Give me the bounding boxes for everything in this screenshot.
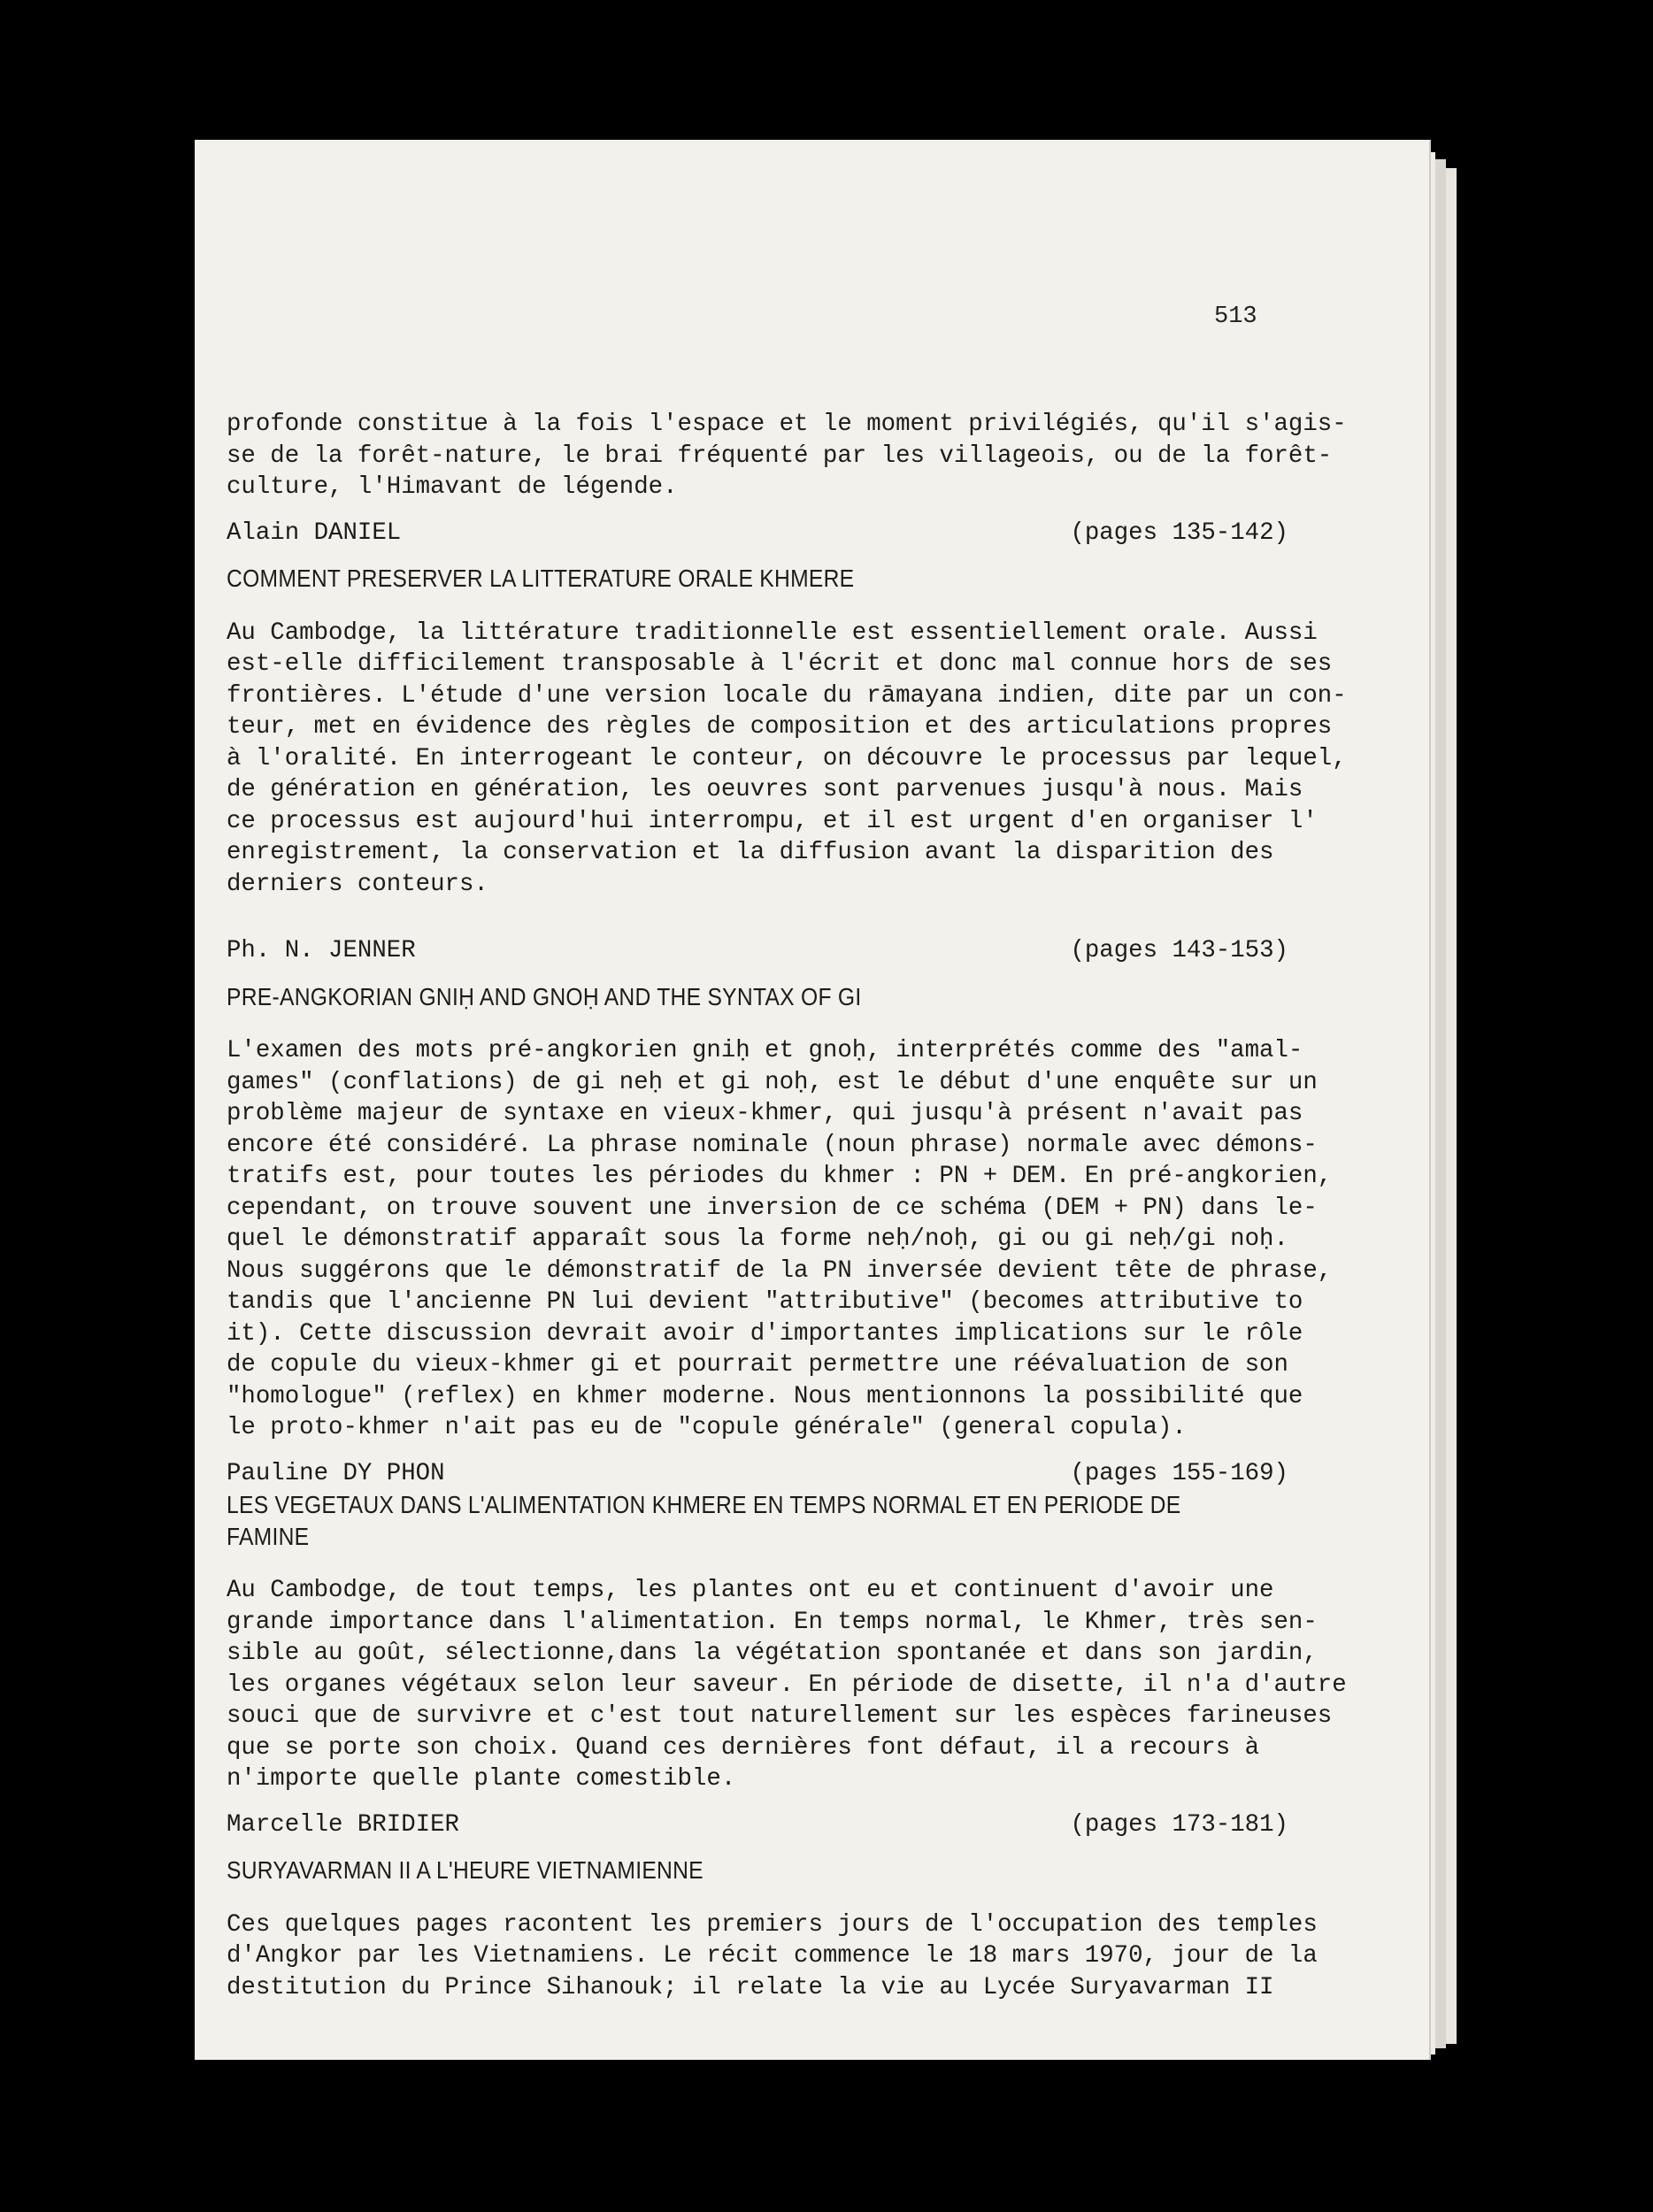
entry-text-line: à l'oralité. En interrogeant le conteur, on découvre le processus par lequel, (227, 744, 1347, 772)
entry-text-line: derniers conteurs. (227, 870, 488, 898)
entry-text-line: quel le démonstratif apparaît sous la forme neḥ/noḥ, gi ou gi neḥ/gi noḥ. (227, 1225, 1288, 1253)
entry-author: Pauline DY PHON (227, 1459, 445, 1487)
entry-text-line: d'Angkor par les Vietnamiens. Le récit commence le 18 mars 1970, jour de la (227, 1942, 1318, 1970)
entry-author: Alain DANIEL (227, 518, 402, 547)
entry-title: PRE-ANGKORIAN GNIḤ AND GNOḤ AND THE SYNTAX OF GI (227, 982, 862, 1010)
entry-text-line: L'examen des mots pré-angkorien gniḥ et gnoḥ, interprétés comme des "amal- (227, 1037, 1303, 1064)
entry-text-line: ce processus est aujourd'hui interrompu, et il est urgent d'en organiser l' (227, 807, 1318, 835)
entry-text-line: les organes végétaux selon leur saveur. En période de disette, il n'a d'autre (227, 1671, 1347, 1699)
entry-text-line: tandis que l'ancienne PN lui devient "attributive" (becomes attributive to (227, 1288, 1303, 1316)
entry-text-line: teur, met en évidence des règles de composition et des articulations propres (227, 713, 1333, 741)
entry-text-line: grande importance dans l'alimentation. En temps normal, le Khmer, très sen- (227, 1608, 1318, 1636)
entry-title: LES VEGETAUX DANS L'ALIMENTATION KHMERE EN TEMPS NORMAL ET EN PERIODE DE (227, 1491, 1181, 1518)
page-number: 513 (1214, 303, 1257, 330)
entry-text-line: de copule du vieux-khmer gi et pourrait permettre une réévaluation de son (227, 1351, 1288, 1379)
entry-text-line: "homologue" (reflex) en khmer moderne. Nous mentionnons la possibilité que (227, 1382, 1303, 1410)
entry-title: SURYAVARMAN II A L'HEURE VIETNAMIENNE (227, 1856, 703, 1884)
entry-header (227, 518, 1288, 549)
entry-text-line: que se porte son choix. Quand ces dernières font défaut, il a recours à (227, 1733, 1260, 1762)
entry-text-line: frontières. L'étude d'une version locale du rāmayana indien, dite par un con- (227, 681, 1347, 710)
intro-line: culture, l'Himavant de légende. (227, 473, 678, 501)
entry-header (227, 1809, 1288, 1841)
entry-pages: (pages 155-169) (1070, 1459, 1288, 1487)
entry-text-line: n'importe quelle plante comestible. (227, 1765, 736, 1793)
intro-line: se de la forêt-nature, le brai fréquenté par les villageois, ou de la forêt- (227, 442, 1333, 470)
entry-author: Ph. N. JENNER (227, 937, 416, 964)
entry-header (227, 935, 1288, 967)
entry-text-line: souci que de survivre et c'est tout naturellement sur les espèces farineuses (227, 1702, 1333, 1730)
entry-author: Marcelle BRIDIER (227, 1810, 459, 1839)
entry-text-line: Ces quelques pages racontent les premiers jours de l'occupation des temples (227, 1910, 1318, 1939)
entry-pages: (pages 135-142) (1070, 518, 1288, 547)
entry-pages: (pages 143-153) (1070, 937, 1288, 964)
entry-header (227, 1458, 1288, 1490)
entry-text-line: de génération en génération, les oeuvres sont parvenues jusqu'à nous. Mais (227, 776, 1303, 803)
entry-text-line: games" (conflations) de gi neḥ et gi noḥ, est le début d'une enquête sur un (227, 1068, 1318, 1096)
entry-text-line: Nous suggérons que le démonstratif de la PN inversée devient tête de phrase, (227, 1256, 1333, 1285)
entry-text-line: Au Cambodge, la littérature traditionnelle est essentiellement orale. Aussi (227, 618, 1318, 647)
entry-text-line: le proto-khmer n'ait pas eu de "copule générale" (general copula). (227, 1414, 1187, 1441)
entry-text-line: Au Cambodge, de tout temps, les plantes ont eu et continuent d'avoir une (227, 1577, 1274, 1604)
entry-text-line: est-elle difficilement transposable à l'écrit et donc mal connue hors de ses (227, 650, 1333, 678)
entry-title: FAMINE (227, 1522, 310, 1550)
entry-text-line: enregistrement, la conservation et la diffusion avant la disparition des (227, 839, 1274, 866)
entry-text-line: encore été considéré. La phrase nominale (noun phrase) normale avec démons- (227, 1131, 1318, 1159)
entry-text-line: it). Cette discussion devrait avoir d'importantes implications sur le rôle (227, 1319, 1303, 1348)
entry-title: COMMENT PRESERVER LA LITTERATURE ORALE KHMERE (227, 565, 855, 592)
entry-pages: (pages 173-181) (1070, 1810, 1288, 1839)
page-content (227, 409, 1347, 2003)
entry-text-line: problème majeur de syntaxe en vieux-khmer, qui jusqu'à présent n'avait pas (227, 1100, 1303, 1127)
entry-text-line: sible au goût, sélectionne,dans la végétation spontanée et dans son jardin, (227, 1640, 1318, 1667)
entry-text-line: tratifs est, pour toutes les périodes du khmer : PN + DEM. En pré-angkorien, (227, 1163, 1333, 1190)
entry-text-line: destitution du Prince Sihanouk; il relate la vie au Lycée Suryavarman II (227, 1973, 1274, 2001)
entry-text-line: cependant, on trouve souvent une inversion de ce schéma (DEM + PN) dans le- (227, 1194, 1318, 1222)
intro-line: profonde constitue à la fois l'espace et le moment privilégiés, qu'il s'agis- (227, 411, 1347, 438)
